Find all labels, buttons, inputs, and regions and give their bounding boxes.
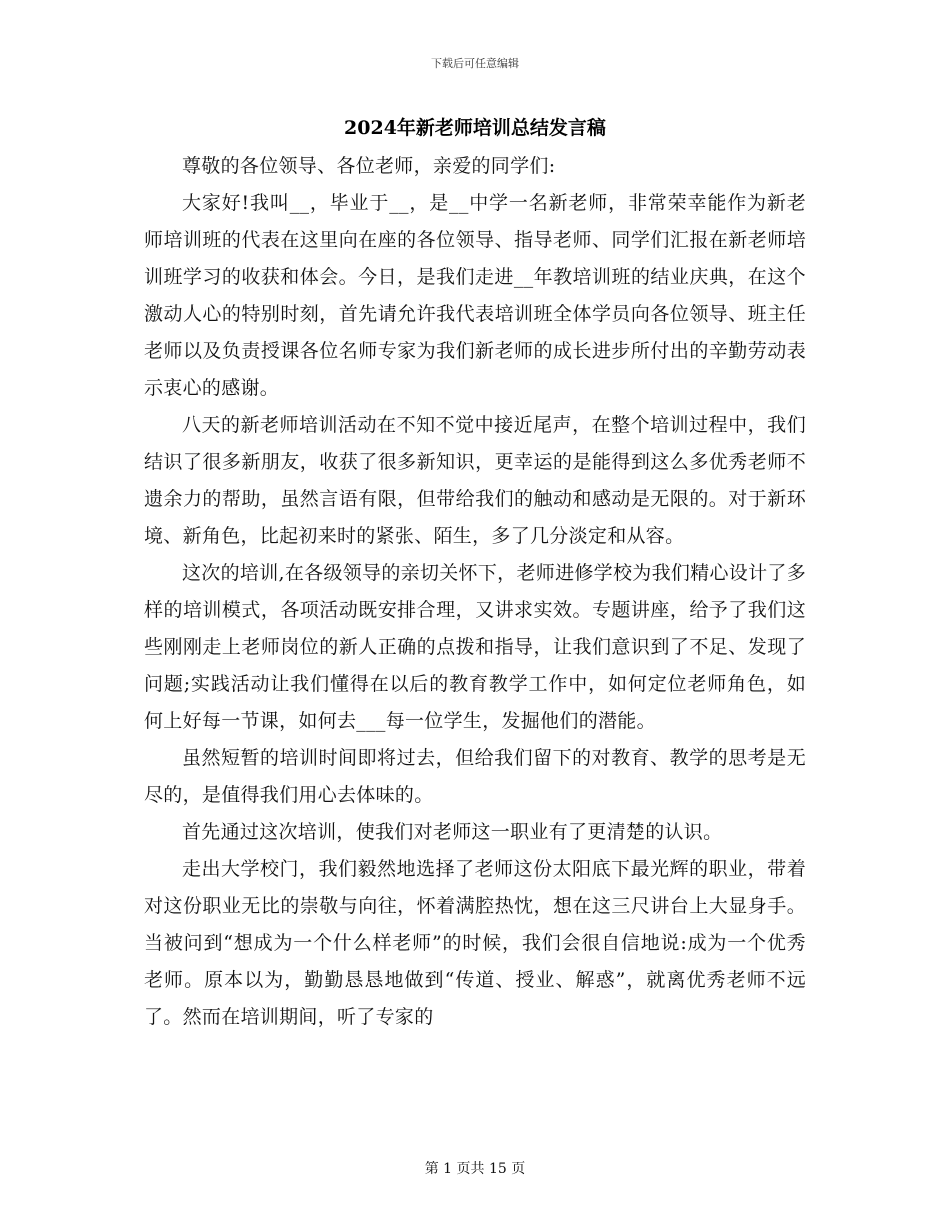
paragraph: 虽然短暂的培训时间即将过去，但给我们留下的对教育、教学的思考是无尽的，是值得我们用心去体味的。 xyxy=(144,747,806,806)
page-number-footer: 第 1 页共 15 页 xyxy=(424,1161,526,1177)
document-title: 2024年新老师培训总结发言稿 xyxy=(344,117,606,139)
paragraph: 走出大学校门，我们毅然地选择了老师这份太阳底下最光辉的职业，带着对这份职业无比的崇敬与向往，怀着满腔热忱，想在这三尺讲台上大显身手。当被问到“想成为一个什么样老师”的时候，我们会很自信地说:成为一个优秀老师。原本以为，勤勤恳恳地做到“传道、授业、解惑”，就离优秀老师不远了。然而在培训期间，听了专家的 xyxy=(144,858,806,1028)
paragraph: 尊敬的各位领导、各位老师，亲爱的同学们: xyxy=(182,155,556,177)
document-body xyxy=(144,148,806,1036)
paragraph: 八天的新老师培训活动在不知不觉中接近尾声，在整个培训过程中，我们结识了很多新朋友，收获了很多新知识，更幸运的是能得到这么多优秀老师不遗余力的帮助，虽然言语有限，但带给我们的触动和感动是无限的。对于新环境、新角色，比起初来时的紧张、陌生，多了几分淡定和从容。 xyxy=(144,414,806,547)
header-note: 下载后可任意编辑 xyxy=(431,57,519,70)
paragraph: 大家好!我叫__，毕业于__，是__中学一名新老师，非常荣幸能作为新老师培训班的代表在这里向在座的各位领导、指导老师、同学们汇报在新老师培训班学习的收获和体会。今日，是我们走进__年教培训班的结业庆典，在这个激动人心的特别时刻，首先请允许我代表培训班全体学员向各位领导、班主任老师以及负责授课各位名师专家为我们新老师的成长进步所付出的辛勤劳动表示衷心的感谢。 xyxy=(144,192,806,399)
paragraph: 这次的培训,在各级领导的亲切关怀下，老师进修学校为我们精心设计了多样的培训模式，各项活动既安排合理，又讲求实效。专题讲座，给予了我们这些刚刚走上老师岗位的新人正确的点拨和指导，让我们意识到了不足、发现了问题;实践活动让我们懂得在以后的教育教学工作中，如何定位老师角色，如何上好每一节课，如何去___每一位学生，发掘他们的潜能。 xyxy=(144,562,806,732)
paragraph: 首先通过这次培训，使我们对老师这一职业有了更清楚的认识。 xyxy=(182,821,723,843)
